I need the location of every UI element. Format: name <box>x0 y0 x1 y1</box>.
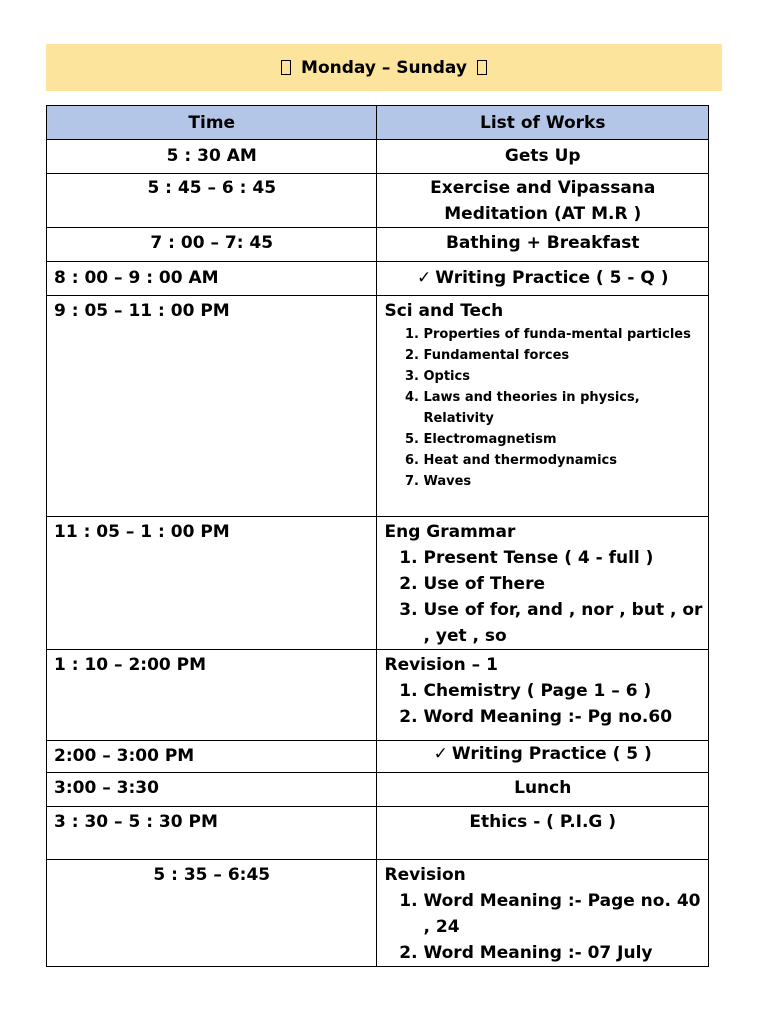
list-item: 7. Waves <box>423 471 708 492</box>
placeholder-glyph-icon <box>477 60 487 75</box>
list-item: 1. Word Meaning :- Page no. 40 , 24 <box>423 888 708 940</box>
topic-list <box>377 678 708 730</box>
time-cell <box>47 650 377 741</box>
time-text: 5 : 35 – 6:45 <box>153 865 271 885</box>
topic-list <box>377 545 708 649</box>
list-item: 1. Properties of funda-mental particles <box>423 324 708 345</box>
section-heading: Eng Grammar <box>384 522 516 542</box>
list-item: 5. Electromagnetism <box>423 429 708 450</box>
table-row <box>47 773 709 807</box>
list-item: 2. Word Meaning :- Pg no.60 <box>423 704 708 730</box>
work-cell <box>377 140 709 174</box>
time-text: 5 : 30 AM <box>166 146 257 166</box>
time-cell <box>47 773 377 807</box>
time-text: 1 : 10 – 2:00 PM <box>54 655 207 675</box>
work-cell <box>377 741 709 773</box>
table-row <box>47 262 709 296</box>
list-item: 2. Fundamental forces <box>423 345 708 366</box>
list-item: 6. Heat and thermodynamics <box>423 450 708 471</box>
table-row <box>47 650 709 741</box>
time-text: 11 : 05 – 1 : 00 PM <box>54 522 230 542</box>
list-item: 3. Optics <box>423 366 708 387</box>
work-text: Writing Practice ( 5 - Q ) <box>435 268 669 288</box>
table-row <box>47 140 709 174</box>
time-text: 8 : 00 – 9 : 00 AM <box>54 268 219 288</box>
time-cell <box>47 174 377 228</box>
list-item: 2. Use of There <box>423 571 708 597</box>
work-text: Lunch <box>514 778 572 798</box>
work-text: Writing Practice ( 5 ) <box>451 744 652 764</box>
table-row <box>47 860 709 967</box>
time-cell <box>47 741 377 773</box>
time-cell <box>47 262 377 296</box>
work-text: Exercise and Vipassana <box>430 178 656 198</box>
work-cell <box>377 860 709 967</box>
table-row <box>47 174 709 228</box>
work-text: Bathing + Breakfast <box>445 233 640 253</box>
work-text: Ethics - ( P.I.G ) <box>469 812 617 832</box>
table-row <box>47 296 709 517</box>
list-item: 4. Laws and theories in physics, Relativity <box>423 387 708 429</box>
time-text: 2:00 – 3:00 PM <box>54 746 195 766</box>
schedule-table <box>46 105 709 967</box>
section-heading: Sci and Tech <box>384 301 504 321</box>
work-cell <box>377 807 709 860</box>
table-row <box>47 517 709 650</box>
time-cell <box>47 140 377 174</box>
work-cell <box>377 296 709 517</box>
section-heading: Revision <box>384 865 466 885</box>
column-header-time: Time <box>47 106 377 140</box>
time-text: 3 : 30 – 5 : 30 PM <box>54 812 218 832</box>
time-cell <box>47 517 377 650</box>
work-cell <box>377 228 709 262</box>
list-item: 1. Present Tense ( 4 - full ) <box>423 545 708 571</box>
schedule-banner <box>46 44 722 91</box>
work-cell <box>377 517 709 650</box>
work-text: Gets Up <box>504 146 581 166</box>
table-row <box>47 807 709 860</box>
list-item: 3. Use of for, and , nor , but , or , yet , so <box>423 597 708 649</box>
time-cell <box>47 296 377 517</box>
work-cell <box>377 650 709 741</box>
list-item: 2. Word Meaning :- 07 July <box>423 940 708 966</box>
time-cell <box>47 860 377 967</box>
section-heading: Revision – 1 <box>384 655 498 675</box>
topic-list <box>377 888 708 966</box>
work-cell <box>377 174 709 228</box>
topic-list <box>377 324 708 492</box>
table-row <box>47 228 709 262</box>
time-text: 7 : 00 – 7: 45 <box>150 233 274 253</box>
table-row <box>47 741 709 773</box>
list-item: 1. Chemistry ( Page 1 – 6 ) <box>423 678 708 704</box>
banner-title: Monday – Sunday <box>301 57 467 78</box>
checkmark-icon: ✓ <box>417 268 432 288</box>
work-text: Meditation (AT M.R ) <box>444 204 642 224</box>
time-text: 5 : 45 – 6 : 45 <box>147 178 277 198</box>
table-header-row <box>47 106 709 140</box>
work-cell <box>377 262 709 296</box>
time-text: 3:00 – 3:30 <box>54 778 159 798</box>
work-cell <box>377 773 709 807</box>
time-cell <box>47 228 377 262</box>
placeholder-glyph-icon <box>281 60 291 75</box>
time-text: 9 : 05 – 11 : 00 PM <box>54 301 230 321</box>
checkmark-icon: ✓ <box>433 744 448 764</box>
column-header-works: List of Works <box>377 106 709 140</box>
time-cell <box>47 807 377 860</box>
